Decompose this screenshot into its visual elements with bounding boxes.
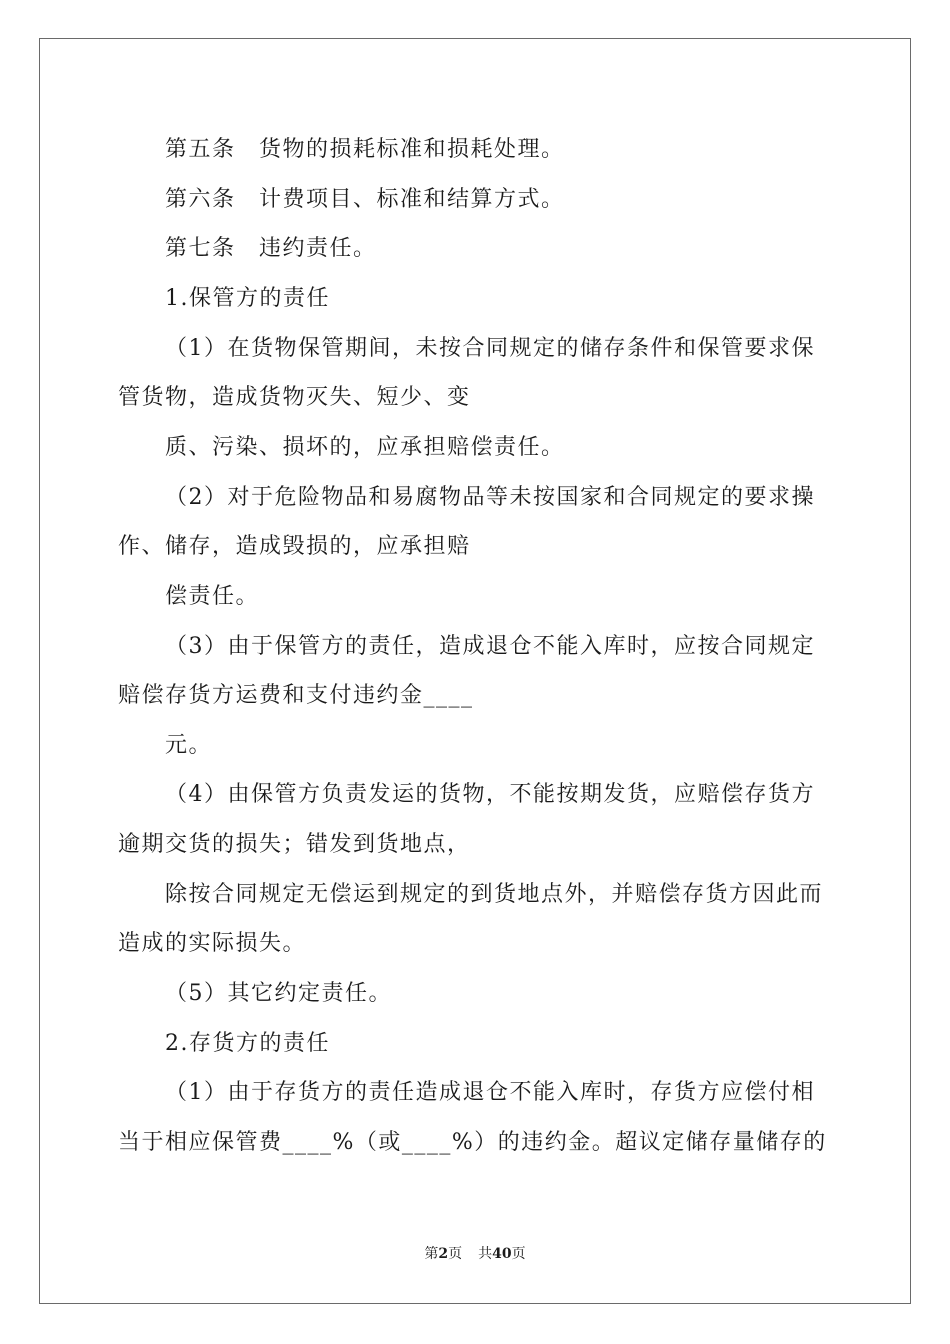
text-line: （3）由于保管方的责任，造成退仓不能入库时，应按合同规定 — [165, 634, 815, 659]
text-line: 质、污染、损坏的，应承担赔偿责任。 — [165, 435, 565, 460]
page-footer — [0, 1244, 950, 1264]
text-line: 除按合同规定无偿运到规定的到货地点外，并赔偿存货方因此而 — [165, 882, 824, 907]
page-prefix: 第 — [424, 1246, 439, 1262]
page-border — [39, 38, 911, 1304]
page-number: 2 — [438, 1246, 449, 1262]
total-prefix: 共 — [478, 1246, 493, 1262]
text-line: 偿责任。 — [165, 584, 260, 609]
text-line: 逾期交货的损失；错发到货地点， — [118, 832, 471, 857]
total-suffix: 页 — [511, 1246, 526, 1262]
text-line: （5）其它约定责任。 — [165, 981, 392, 1006]
text-line: 2.存货方的责任 — [165, 1031, 330, 1056]
text-line: 第七条 违约责任。 — [165, 236, 377, 261]
page-suffix: 页 — [448, 1246, 463, 1262]
text-line: 作、储存，造成毁损的，应承担赔 — [118, 534, 471, 559]
text-line: 第五条 货物的损耗标准和损耗处理。 — [165, 137, 565, 162]
text-line: （2）对于危险物品和易腐物品等未按国家和合同规定的要求操 — [165, 485, 815, 510]
text-line: 1.保管方的责任 — [165, 286, 330, 311]
text-line: 第六条 计费项目、标准和结算方式。 — [165, 187, 565, 212]
text-line: （1）由于存货方的责任造成退仓不能入库时，存货方应偿付相 — [165, 1080, 815, 1105]
text-line: （1）在货物保管期间，未按合同规定的储存条件和保管要求保 — [165, 336, 815, 361]
text-line: 赔偿存货方运费和支付违约金____ — [118, 683, 474, 708]
text-line: 造成的实际损失。 — [118, 931, 307, 956]
text-line: 当于相应保管费____%（或____%）的违约金。超议定储存量储存的 — [118, 1130, 827, 1155]
text-line: 管货物，造成货物灭失、短少、变 — [118, 385, 471, 410]
text-line: （4）由保管方负责发运的货物，不能按期发货，应赔偿存货方 — [165, 782, 815, 807]
text-line: 元。 — [165, 733, 213, 758]
total-pages: 40 — [492, 1246, 512, 1262]
